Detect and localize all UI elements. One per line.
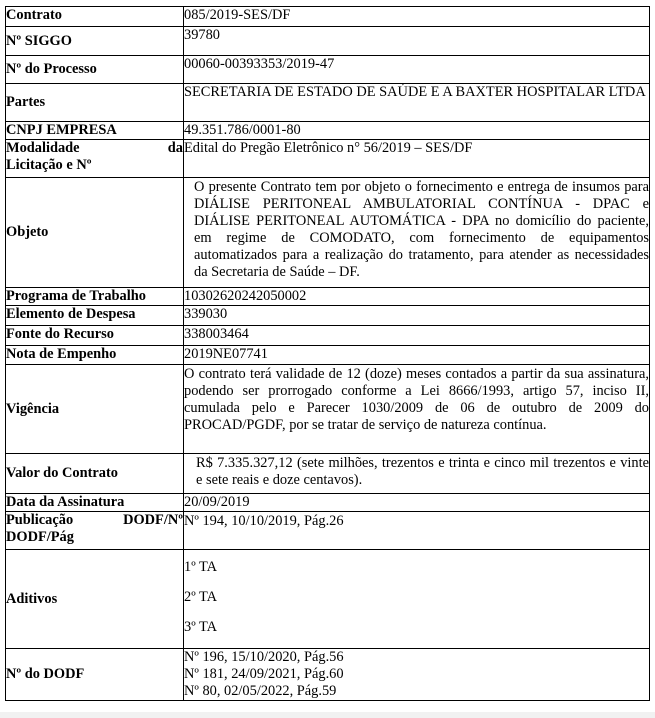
publicacao-label-word1: Publicação (6, 512, 74, 528)
objeto-value (184, 178, 650, 288)
table-row (6, 454, 650, 494)
valor-value (184, 454, 650, 494)
empenho-value: 2019NE07741 (184, 346, 650, 365)
table-row (6, 178, 650, 288)
aditivos-label: Aditivos (6, 550, 184, 649)
table-row (6, 84, 650, 122)
dodf-label: Nº do DODF (6, 649, 184, 701)
siggo-value: 39780 (184, 27, 650, 56)
table-row (6, 56, 650, 84)
table-row (6, 649, 650, 701)
objeto-label: Objeto (6, 178, 184, 288)
publicacao-label-line2: DODF/Pág (6, 529, 74, 545)
table-row (6, 122, 650, 140)
table-row (6, 7, 650, 27)
assinatura-label: Data da Assinatura (6, 494, 184, 512)
processo-value: 00060-00393353/2019-47 (184, 56, 650, 84)
assinatura-value: 20/09/2019 (184, 494, 650, 512)
publicacao-label (6, 512, 184, 550)
modalidade-value: Edital do Pregão Eletrônico n° 56/2019 – SES/DF (184, 140, 650, 178)
empenho-label: Nota de Empenho (6, 346, 184, 365)
publicacao-value: Nº 194, 10/10/2019, Pág.26 (184, 512, 650, 550)
table-row (6, 27, 650, 56)
cnpj-value: 49.351.786/0001-80 (184, 122, 650, 140)
publicacao-label-word2: DODF/Nº (123, 512, 183, 528)
programa-value: 10302620242050002 (184, 288, 650, 306)
modalidade-label-word2: da (167, 140, 183, 156)
processo-label: Nº do Processo (6, 56, 184, 84)
table-row (6, 306, 650, 326)
table-row (6, 288, 650, 306)
elemento-value: 339030 (184, 306, 650, 326)
table-row (6, 512, 650, 550)
dodf-item: Nº 181, 24/09/2021, Pág.60 (184, 666, 344, 682)
aditivo-item: 1º TA (184, 559, 218, 575)
aditivo-item: 2º TA (184, 589, 218, 605)
table-row (6, 494, 650, 512)
contrato-label: Contrato (6, 7, 184, 27)
dodf-item: Nº 196, 15/10/2020, Pág.56 (184, 649, 344, 665)
programa-label: Programa de Trabalho (6, 288, 184, 306)
fonte-value: 338003464 (184, 326, 650, 346)
table-row (6, 550, 650, 649)
aditivo-item: 3º TA (184, 619, 218, 635)
cnpj-label: CNPJ EMPRESA (6, 122, 184, 140)
modalidade-label-word1: Modalidade (6, 140, 80, 156)
table-row (6, 346, 650, 365)
objeto-text: O presente Contrato tem por objeto o fornecimento e entrega de insumos para DIÁLISE PERITONEAL AMBULATORIAL CONTÍNUA - DPAC e DIÁLISE PERITONEAL AUTOMÁTICA - DPA no domicílio do paciente, em regime de COMODATO, com fornecimento de equipamentos automatizados para a realização do tratamento, para atender as necessidades da Secretaria de Saúde – DF. (194, 179, 649, 280)
table-row (6, 326, 650, 346)
aditivos-value (184, 550, 650, 649)
elemento-label: Elemento de Despesa (6, 306, 184, 326)
partes-value: SECRETARIA DE ESTADO DE SAÚDE E A BAXTER HOSPITALAR LTDA (184, 84, 650, 122)
valor-label: Valor do Contrato (6, 454, 184, 494)
fonte-label: Fonte do Recurso (6, 326, 184, 346)
page-bottom-edge (0, 712, 655, 718)
modalidade-label (6, 140, 184, 178)
contrato-value: 085/2019-SES/DF (184, 7, 650, 27)
table-row (6, 140, 650, 178)
contract-summary-table (5, 6, 650, 701)
vigencia-value: O contrato terá validade de 12 (doze) meses contados a partir da sua assinatura, podendo ser prorrogado conforme a Lei 8666/1993, artigo 57, inciso II, cumulada pelo e Parecer 1030/2009 de 06 de outubro de 2009 do PROCAD/PGDF, por se tratar de serviço de natureza contínua. (184, 365, 650, 454)
dodf-value (184, 649, 650, 701)
vigencia-label: Vigência (6, 365, 184, 454)
dodf-item: Nº 80, 02/05/2022, Pág.59 (184, 683, 337, 699)
valor-text: R$ 7.335.327,12 (sete milhões, trezentos e trinta e cinco mil trezentos e vinte e sete reais e doze centavos). (196, 455, 649, 488)
partes-label: Partes (6, 84, 184, 122)
modalidade-label-line2: Licitação e Nº (6, 157, 92, 173)
table-row (6, 365, 650, 454)
siggo-label: Nº SIGGO (6, 27, 184, 56)
